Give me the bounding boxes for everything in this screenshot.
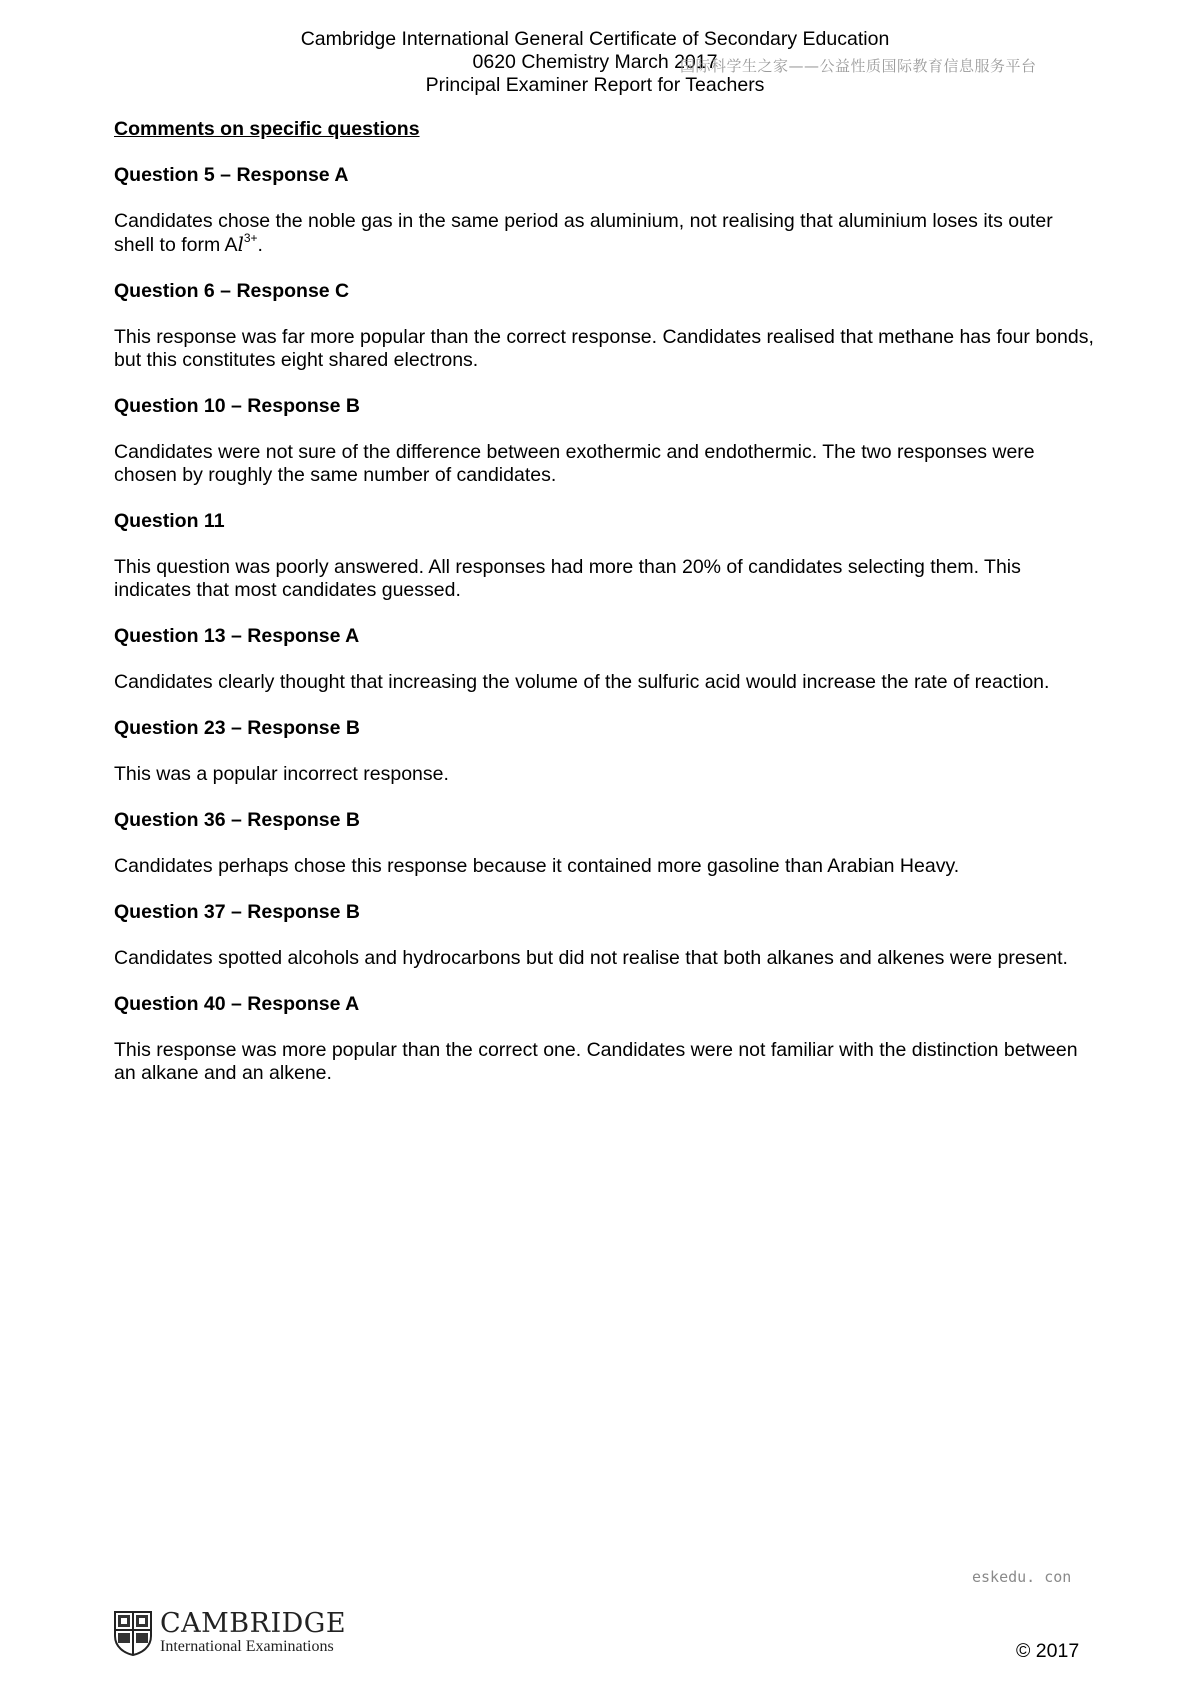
question-heading: Question 6 – Response C	[114, 280, 350, 302]
ion-charge: 3+	[243, 231, 258, 245]
question-body: This was a popular incorrect response.	[114, 763, 449, 785]
logo-wordmark: CAMBRIDGE	[160, 1608, 347, 1639]
question-heading: Question 23 – Response B	[114, 717, 360, 739]
header-line-3: Principal Examiner Report for Teachers	[425, 74, 765, 96]
question-body: Candidates were not sure of the difference between exothermic and endothermic. The two responses were chosen by roughly the same number of candidates.	[114, 441, 1035, 486]
logo-subtitle: International Examinations	[160, 1638, 334, 1655]
question-heading: Question 11	[114, 510, 225, 532]
question-heading: Question 37 – Response B	[114, 901, 360, 923]
question-heading: Question 13 – Response A	[114, 625, 360, 647]
question-body	[114, 210, 1094, 257]
question-body: This question was poorly answered. All responses had more than 20% of candidates selecting them. This indicates that most candidates guessed.	[114, 556, 1021, 601]
copyright: © 2017	[1016, 1640, 1080, 1662]
cambridge-logo	[113, 1610, 346, 1656]
watermark-text: 国际科学生之家——公益性质国际教育信息服务平台	[680, 57, 1037, 75]
report-body	[114, 118, 1094, 1108]
question-heading: Question 36 – Response B	[114, 809, 360, 831]
question-body: This response was far more popular than the correct response. Candidates realised that methane has four bonds, but this constitutes eight shared electrons.	[114, 326, 1094, 371]
header-line-1: Cambridge International General Certificate of Secondary Education	[300, 28, 890, 50]
question-body: Candidates clearly thought that increasing the volume of the sulfuric acid would increase the rate of reaction.	[114, 671, 1050, 693]
question-body-end: .	[257, 234, 263, 256]
question-body: This response was more popular than the correct one. Candidates were not familiar with the distinction between an alkane and an alkene.	[114, 1039, 1078, 1084]
question-heading: Question 10 – Response B	[114, 395, 360, 417]
question-body: Candidates perhaps chose this response because it contained more gasoline than Arabian Heavy.	[114, 855, 960, 877]
crest-icon	[113, 1610, 153, 1656]
ion-symbol: l	[237, 233, 244, 256]
section-title: Comments on specific questions	[114, 118, 420, 140]
header-line-2: 0620 Chemistry March 2017	[472, 51, 718, 73]
footer-url-watermark: eskedu. con	[972, 1568, 1072, 1586]
question-body-text: Candidates chose the noble gas in the same period as aluminium, not realising that aluminium loses its outer shell to form A	[114, 210, 1053, 256]
question-heading: Question 40 – Response A	[114, 993, 360, 1015]
question-body: Candidates spotted alcohols and hydrocarbons but did not realise that both alkanes and alkenes were present.	[114, 947, 1068, 969]
question-heading: Question 5 – Response A	[114, 164, 349, 186]
